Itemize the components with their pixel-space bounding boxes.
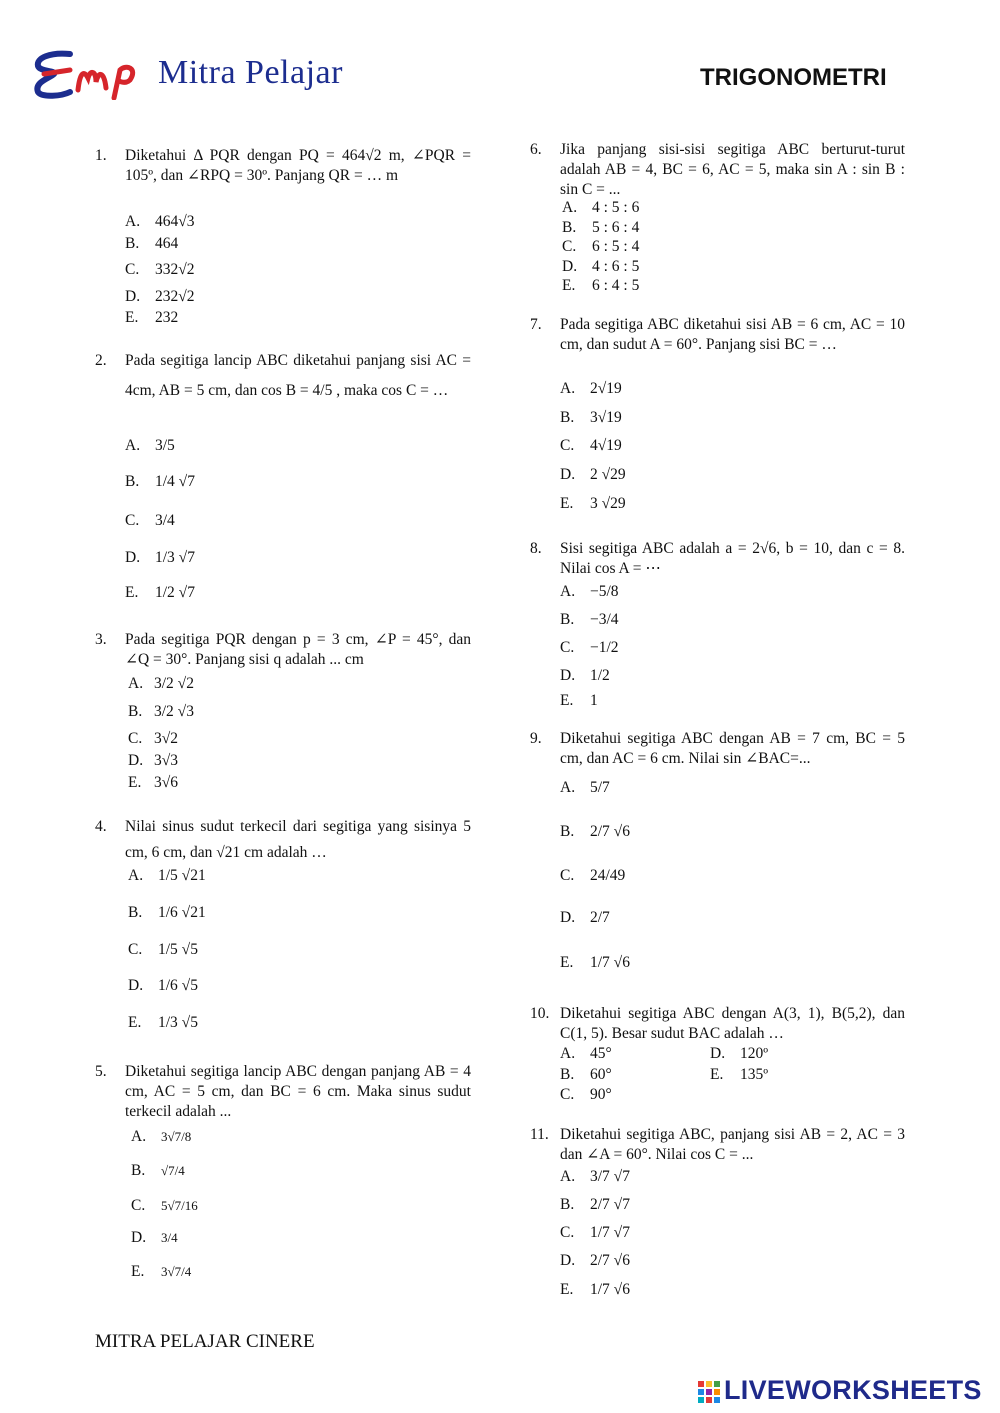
option-b[interactable]: B. 5 : 6 : 4 (562, 219, 640, 236)
option-b[interactable]: B. −3/4 (560, 611, 619, 628)
option-a[interactable]: A. 4 : 5 : 6 (562, 199, 640, 216)
option-c[interactable]: C. 3√2 (128, 730, 179, 747)
option-e[interactable]: E. 3√6 (128, 774, 179, 791)
question-stem: Nilai sinus sudut terkecil dari segitiga yang sisinya 5 cm, 6 cm, dan √21 cm adalah … (125, 818, 471, 861)
option-c[interactable]: C. 5√7/16 (131, 1197, 198, 1214)
question-stem: Diketahui segitiga lancip ABC dengan panjang AB = 4 cm, AC = 5 cm, dan BC = 6 cm. Maka sinus sudut terkecil adalah ... (125, 1063, 471, 1120)
option-b[interactable]: B. 1/6 √21 (128, 904, 206, 921)
question-stem: Diketahui segitiga ABC dengan A(3, 1), B(5,2), dan C(1, 5). Besar sudut BAC adalah … (560, 1005, 905, 1042)
option-a[interactable]: A. 3/5 (125, 437, 175, 454)
question-number: 10. (530, 1005, 550, 1022)
option-c[interactable]: C. 90° (560, 1086, 612, 1103)
option-c[interactable]: C. 6 : 5 : 4 (562, 238, 640, 255)
option-d[interactable]: D. 3√3 (128, 752, 179, 769)
option-b[interactable]: B. 3/2 √3 (128, 703, 194, 720)
question-stem: Jika panjang sisi-sisi segitiga ABC berturut-turut adalah AB = 4, BC = 6, AC = 5, maka sin A : sin B : sin C = ... (560, 141, 905, 198)
option-b[interactable]: B. 464 (125, 235, 179, 252)
question-stem: Diketahui segitiga ABC dengan AB = 7 cm, BC = 5 cm, dan AC = 6 cm. Nilai sin ∠BAC=... (560, 730, 905, 767)
option-d[interactable]: D. 4 : 6 : 5 (562, 258, 640, 275)
option-b[interactable]: B. 1/4 √7 (125, 473, 195, 490)
question-number: 2. (95, 352, 107, 369)
option-d[interactable]: D. 2/7 √6 (560, 1252, 630, 1269)
question-stem: Pada segitiga ABC diketahui sisi AB = 6 cm, AC = 10 cm, dan sudut A = 60°. Panjang sisi BC = … (560, 316, 905, 353)
question-number: 3. (95, 631, 107, 648)
option-e[interactable]: E. 135º (710, 1066, 769, 1083)
option-c[interactable]: C. 332√2 (125, 261, 195, 278)
option-d[interactable]: D. 1/3 √7 (125, 549, 195, 566)
brand-logo (30, 48, 350, 100)
option-e[interactable]: E. 1/3 √5 (128, 1014, 198, 1031)
option-d[interactable]: D. 1/6 √5 (128, 977, 198, 994)
option-d[interactable]: D. 232√2 (125, 288, 195, 305)
mp-logo-icon (30, 48, 155, 100)
footer-text: MITRA PELAJAR CINERE (95, 1331, 315, 1352)
question-stem: Pada segitiga PQR dengan p = 3 cm, ∠P = 45°, dan ∠Q = 30°. Panjang sisi q adalah ... cm (125, 631, 471, 668)
option-d[interactable]: D. 2/7 (560, 909, 610, 926)
question-number: 1. (95, 147, 107, 164)
option-d[interactable]: D. 3/4 (131, 1229, 178, 1246)
question-number: 4. (95, 818, 107, 835)
brand-name: Mitra Pelajar (158, 54, 343, 91)
option-a[interactable]: A. 5/7 (560, 779, 610, 796)
lw-grid-icon (698, 1381, 720, 1405)
option-a[interactable]: A. −5/8 (560, 583, 619, 600)
option-c[interactable]: C. 24/49 (560, 867, 626, 884)
option-e[interactable]: E. 6 : 4 : 5 (562, 277, 640, 294)
option-e[interactable]: E. 1/7 √6 (560, 954, 630, 971)
question-number: 9. (530, 730, 542, 747)
option-c[interactable]: C. 4√19 (560, 437, 622, 454)
question-stem: Diketahui segitiga ABC, panjang sisi AB = 2, AC = 3 dan ∠A = 60°. Nilai cos C = ... (560, 1126, 905, 1163)
option-c[interactable]: C. 1/7 √7 (560, 1224, 630, 1241)
option-a[interactable]: A. 1/5 √21 (128, 867, 206, 884)
question-number: 8. (530, 540, 542, 557)
option-b[interactable]: B. √7/4 (131, 1162, 185, 1179)
option-b[interactable]: B. 3√19 (560, 409, 622, 426)
question-number: 11. (530, 1126, 549, 1143)
option-b[interactable]: B. 60° (560, 1066, 612, 1083)
option-c[interactable]: C. 1/5 √5 (128, 941, 198, 958)
option-d[interactable]: D. 2 √29 (560, 466, 626, 483)
option-e[interactable]: E. 232 (125, 309, 179, 326)
question-stem: Diketahui Δ PQR dengan PQ = 464√2 m, ∠PQR = 105º, dan ∠RPQ = 30º. Panjang QR = … m (125, 147, 471, 184)
option-a[interactable]: A. 3/2 √2 (128, 675, 194, 692)
option-e[interactable]: E. 3 √29 (560, 495, 626, 512)
question-stem: Pada segitiga lancip ABC diketahui panjang sisi AC = 4cm, AB = 5 cm, dan cos B = 4/5 , maka cos C = … (125, 352, 471, 399)
option-a[interactable]: A. 2√19 (560, 380, 622, 397)
question-number: 7. (530, 316, 542, 333)
document-title: TRIGONOMETRI (700, 64, 887, 91)
question-number: 5. (95, 1063, 107, 1080)
option-b[interactable]: B. 2/7 √7 (560, 1196, 630, 1213)
option-a[interactable]: A. 464√3 (125, 213, 195, 230)
option-a[interactable]: A. 3√7/8 (131, 1128, 192, 1145)
option-e[interactable]: E. 1 (560, 692, 598, 709)
question-number: 6. (530, 141, 542, 158)
option-d[interactable]: D. 1/2 (560, 667, 610, 684)
question-stem: Sisi segitiga ABC adalah a = 2√6, b = 10, dan c = 8. Nilai cos A = ⋯ (560, 540, 905, 577)
option-e[interactable]: E. 3√7/4 (131, 1263, 192, 1280)
liveworksheets-logo[interactable] (698, 1375, 998, 1409)
option-a[interactable]: A. 3/7 √7 (560, 1168, 630, 1185)
option-e[interactable]: E. 1/7 √6 (560, 1281, 630, 1298)
option-c[interactable]: C. 3/4 (125, 512, 175, 529)
option-a[interactable]: A. 45° (560, 1045, 612, 1062)
option-d[interactable]: D. 120º (710, 1045, 769, 1062)
option-e[interactable]: E. 1/2 √7 (125, 584, 195, 601)
option-b[interactable]: B. 2/7 √6 (560, 823, 630, 840)
option-c[interactable]: C. −1/2 (560, 639, 619, 656)
liveworksheets-text: LIVEWORKSHEETS (724, 1375, 982, 1405)
